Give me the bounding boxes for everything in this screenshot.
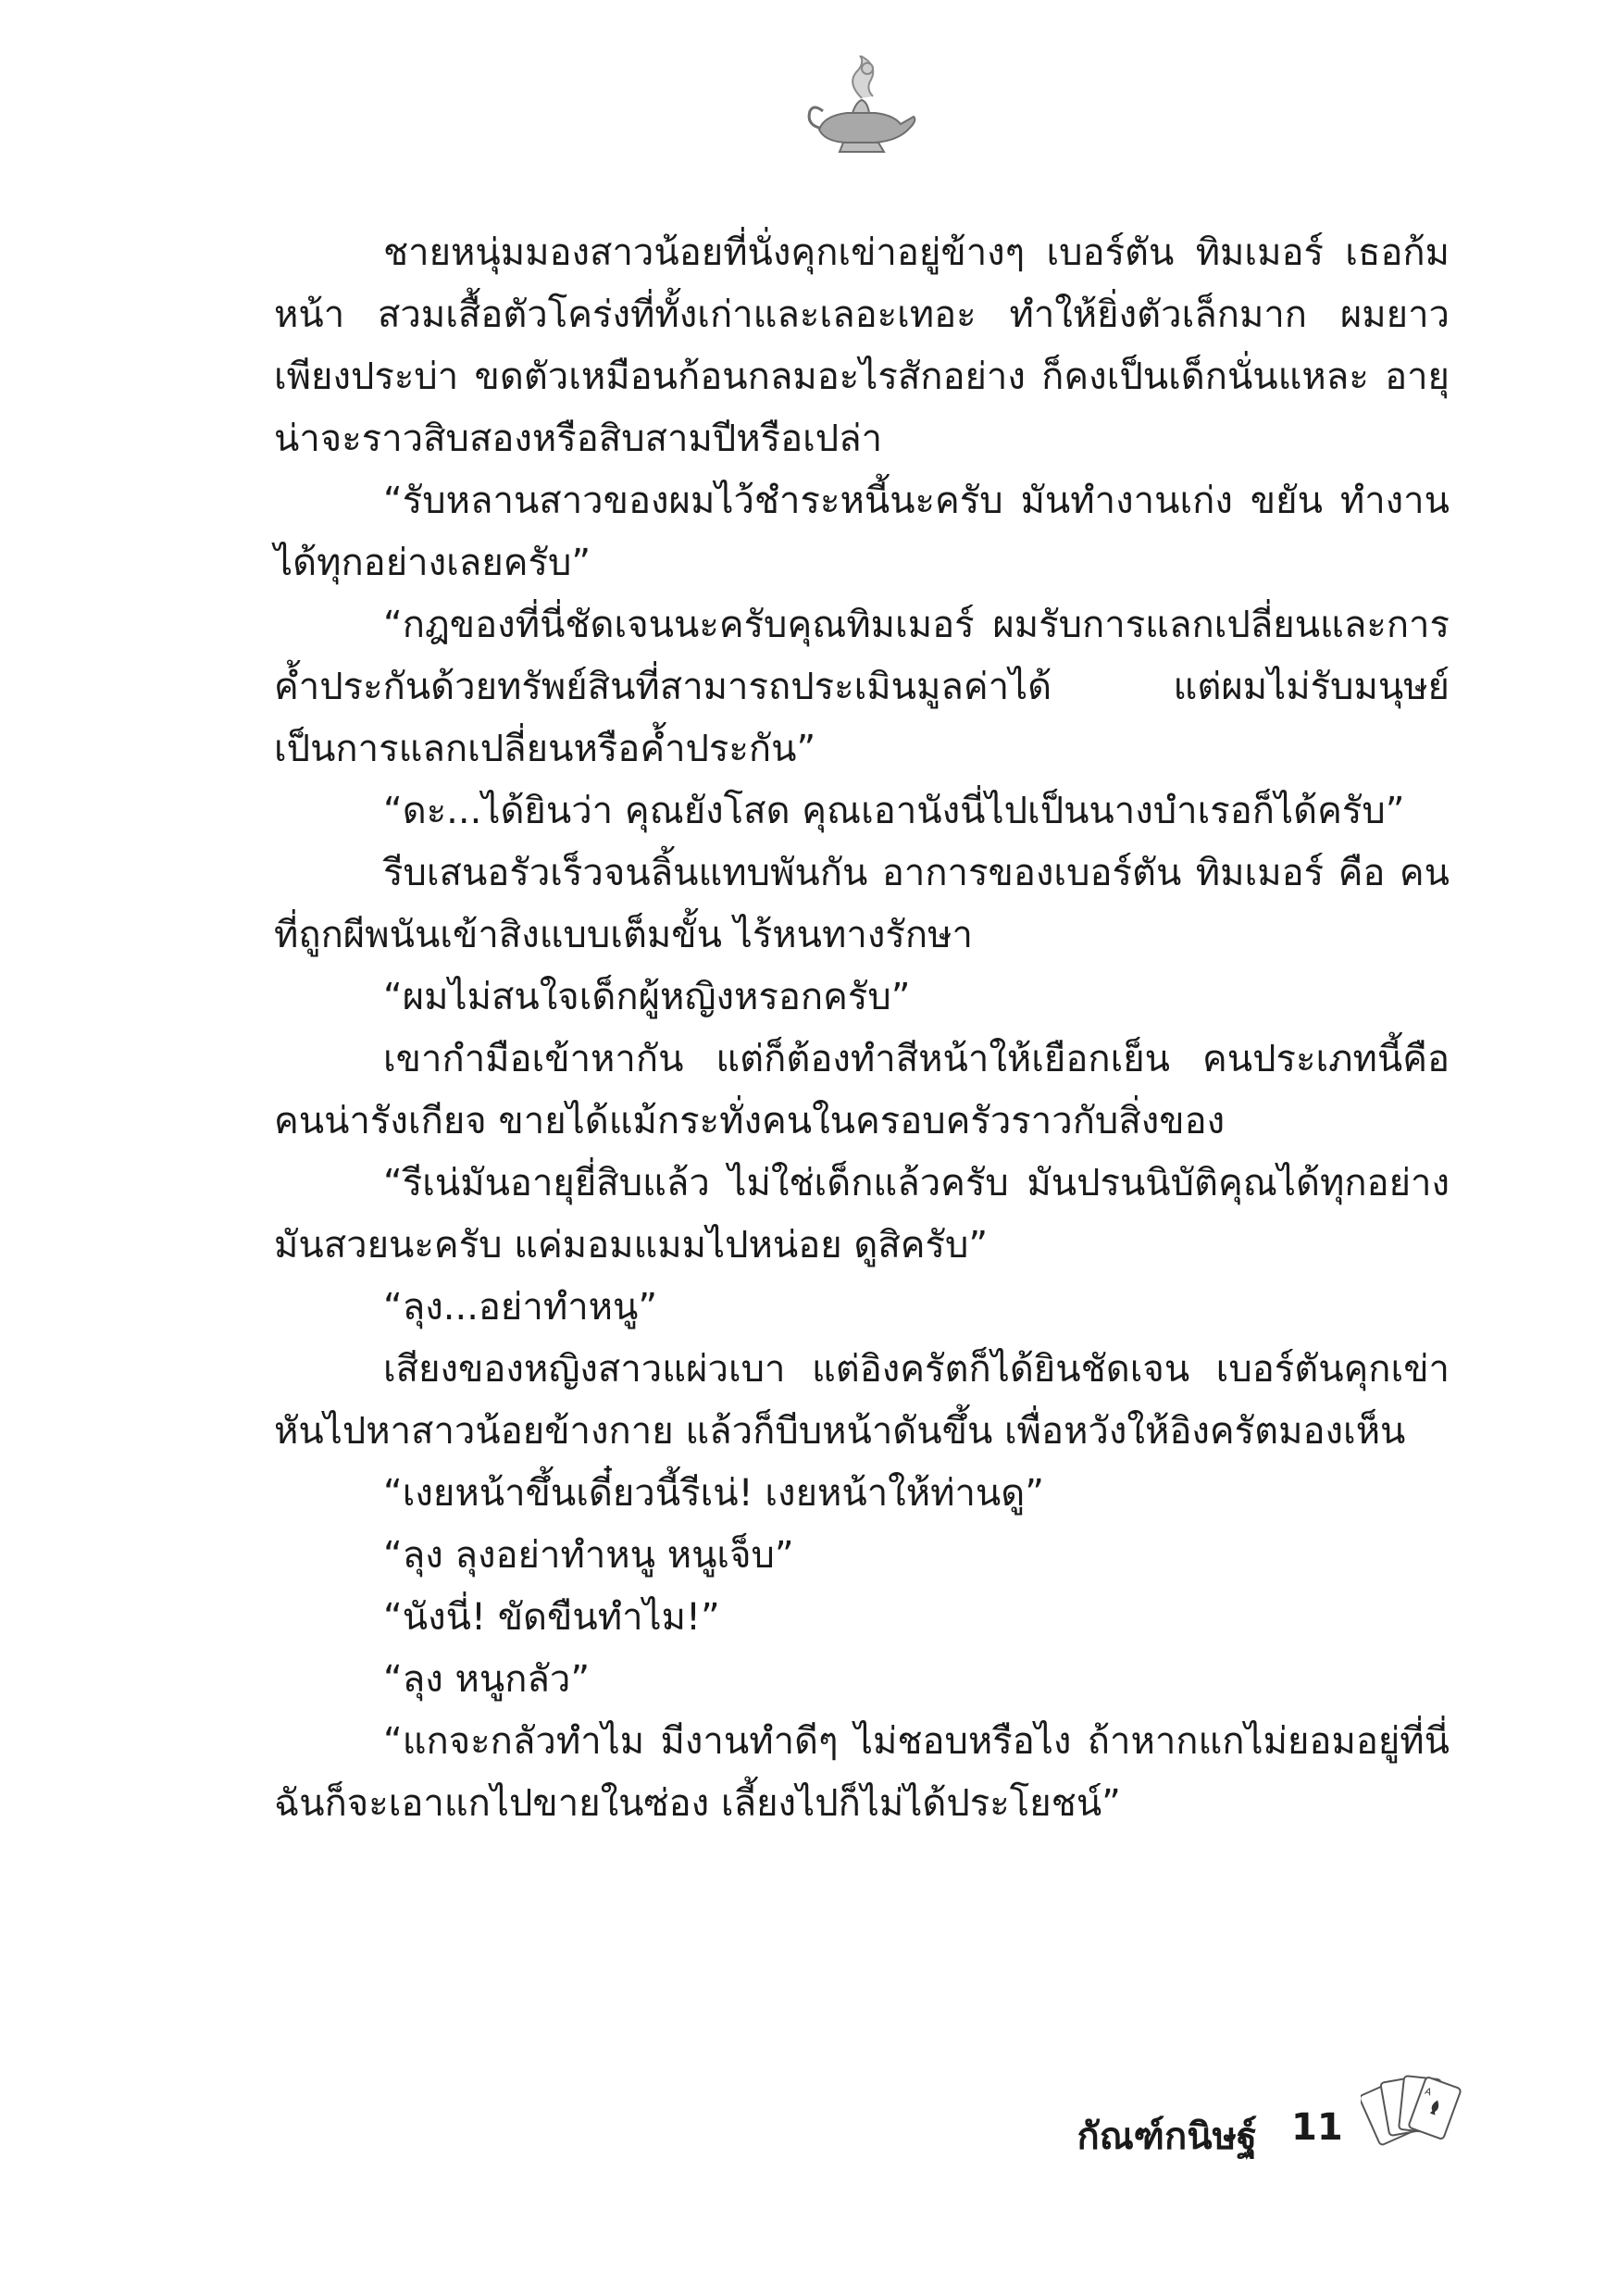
paragraph: “รีเน่มันอายุยี่สิบแล้ว ไม่ใช่เด็กแล้วครับ มันปรนนิบัติคุณได้ทุกอย่างมันสวยนะครับ แค่มอมแมมไปหน่อย ดูสิครับ”: [274, 1162, 1450, 1267]
paragraph: “ลุง หนูกลัว”: [383, 1658, 591, 1701]
paragraph: “ลุง...อย่าทำหนู”: [383, 1286, 658, 1329]
paragraph: “ลุง ลุงอย่าทำหนู หนูเจ็บ”: [383, 1534, 794, 1577]
book-title: กัณฑ์กนิษฐ์: [1077, 2115, 1257, 2158]
genie-lamp-icon: [801, 56, 921, 157]
paragraph: “ผมไม่สนใจเด็กผู้หญิงหรอกครับ”: [383, 976, 911, 1018]
svg-text:A: A: [1423, 2086, 1433, 2099]
paragraph: “เงยหน้าขึ้นเดี๋ยวนี้รีเน่! เงยหน้าให้ท่านดู”: [383, 1472, 1044, 1515]
paragraph: “แกจะกลัวทำไม มีงานทำดีๆ ไม่ชอบหรือไง ถ้าหากแกไม่ยอมอยู่ที่นี่ ฉันก็จะเอาแกไปขายในซ่อง เลี้ยงไปก็ไม่ได้ประโยชน์”: [274, 1720, 1450, 1825]
paragraph: เขากำมือเข้าหากัน แต่ก็ต้องทำสีหน้าให้เยือกเย็น คนประเภทนี้คือ คนน่ารังเกียจ ขายได้แม้กระทั่งคนในครอบครัวราวกับสิ่งของ: [274, 1038, 1450, 1142]
story-body: [274, 222, 1450, 1835]
paragraph: “ดะ...ได้ยินว่า คุณยังโสด คุณเอานังนี่ไปเป็นนางบำเรอก็ได้ครับ”: [383, 790, 1405, 832]
page-number: 11: [1291, 2106, 1343, 2149]
paragraph: เสียงของหญิงสาวแผ่วเบา แต่อิงครัตก็ได้ยินชัดเจน เบอร์ตันคุกเข่าหันไปหาสาวน้อยข้างกาย แล้วก็บีบหน้าดันขึ้น เพื่อหวังให้อิงครัตมองเห็น: [274, 1348, 1450, 1453]
paragraph: รีบเสนอรัวเร็วจนลิ้นแทบพันกัน อาการของเบอร์ตัน ทิมเมอร์ คือ คนที่ถูกผีพนันเข้าสิงแบบเต็มขั้น ไร้หนทางรักษา: [274, 852, 1450, 956]
paragraph: ชายหนุ่มมองสาวน้อยที่นั่งคุกเข่าอยู่ข้างๆ เบอร์ตัน ทิมเมอร์ เธอก้มหน้า สวมเสื้อตัวโคร่งที่ทั้งเก่าและเลอะเทอะ ทำให้ยิ่งตัวเล็กมาก ผมยาวเพียงประบ่า ขดตัวเหมือนก้อนกลมอะไรสักอย่าง ก็คงเป็นเด็กนั่นแหละ อายุน่าจะราวสิบสองหรือสิบสามปีหรือเปล่า: [274, 231, 1450, 460]
paragraph: “นังนี่! ขัดขืนทำไม!”: [383, 1596, 720, 1639]
paragraph: “กฎของที่นี่ชัดเจนนะครับคุณทิมเมอร์ ผมรับการแลกเปลี่ยนและการค้ำประกันด้วยทรัพย์สินที่สามารถประเมินมูลค่าได้ แต่ผมไม่รับมนุษย์เป็นการแลกเปลี่ยนหรือค้ำประกัน”: [274, 604, 1450, 770]
paragraph: “รับหลานสาวของผมไว้ชำระหนี้นะครับ มันทำงานเก่ง ขยัน ทำงานได้ทุกอย่างเลยครับ”: [274, 480, 1450, 584]
playing-cards-icon: [1361, 2065, 1462, 2157]
